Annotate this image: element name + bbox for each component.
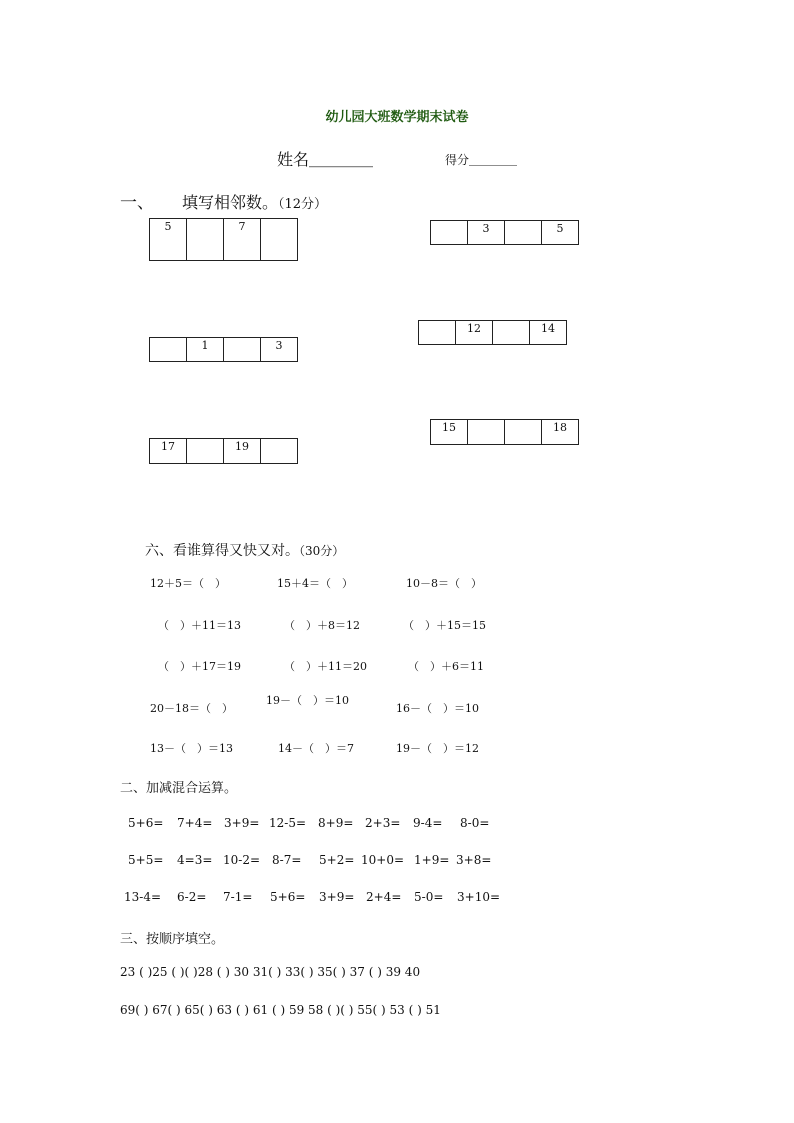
number-cell bbox=[493, 320, 530, 345]
number-cell bbox=[419, 320, 456, 345]
section-1-points: （12分） bbox=[278, 197, 328, 212]
mixed-calc: 12-5= bbox=[269, 816, 307, 830]
calc-problem: 20－18＝（ ） bbox=[150, 702, 233, 715]
mixed-calc: 8-7= bbox=[272, 853, 302, 867]
mixed-calc: 8+9= bbox=[318, 816, 354, 830]
number-cell: 17 bbox=[150, 438, 187, 464]
calc-problem: （ ）＋8＝12 bbox=[284, 619, 360, 632]
neighbor-box-row bbox=[430, 220, 579, 245]
number-cell: 3 bbox=[261, 337, 298, 362]
number-cell bbox=[505, 419, 542, 445]
section-6-points: （30分） bbox=[299, 544, 345, 558]
calc-problem: （ ）＋11＝13 bbox=[158, 619, 241, 632]
calc-problem: 16－（ ）＝10 bbox=[396, 702, 479, 715]
neighbor-box-row bbox=[149, 438, 298, 464]
calc-problem: （ ）＋11＝20 bbox=[284, 660, 367, 673]
calc-problem: 15＋4＝（ ） bbox=[277, 577, 353, 590]
number-cell bbox=[468, 419, 505, 445]
neighbor-box-row bbox=[149, 218, 298, 261]
mixed-calc: 5+6= bbox=[270, 890, 306, 904]
mixed-calc: 8-0= bbox=[460, 816, 490, 830]
sequence-row: 69( ) 67( ) 65( ) 63 ( ) 61 ( ) 59 58 ( )( ) 55( ) 53 ( ) 51 bbox=[120, 1003, 441, 1017]
mixed-calc: 6-2= bbox=[177, 890, 207, 904]
number-cell: 3 bbox=[468, 220, 505, 245]
mixed-calc: 3+8= bbox=[456, 853, 492, 867]
number-cell bbox=[187, 218, 224, 261]
number-cell bbox=[261, 438, 298, 464]
mixed-calc: 13-4= bbox=[124, 890, 162, 904]
number-cell bbox=[505, 220, 542, 245]
number-cell bbox=[187, 438, 224, 464]
mixed-calc: 3+9= bbox=[224, 816, 260, 830]
mixed-calc: 2+4= bbox=[366, 890, 402, 904]
mixed-calc: 5+5= bbox=[128, 853, 164, 867]
number-cell: 5 bbox=[150, 218, 187, 261]
number-cell: 18 bbox=[542, 419, 579, 445]
mixed-calc: 3+10= bbox=[457, 890, 501, 904]
number-cell bbox=[150, 337, 187, 362]
mixed-calc: 2+3= bbox=[365, 816, 401, 830]
calc-problem: 19－（ ）＝10 bbox=[266, 694, 349, 707]
mixed-calc: 1+9= bbox=[414, 853, 450, 867]
neighbor-box-row bbox=[430, 419, 579, 445]
section-1-title: 填写相邻数。 bbox=[182, 193, 279, 212]
section-2-heading: 二、加减混合运算。 bbox=[120, 781, 238, 796]
section-1-heading bbox=[120, 188, 327, 213]
mixed-calc: 5-0= bbox=[414, 890, 444, 904]
mixed-calc: 10+0= bbox=[361, 853, 405, 867]
calc-problem: （ ）＋15＝15 bbox=[403, 619, 486, 632]
number-cell bbox=[224, 337, 261, 362]
number-cell bbox=[431, 220, 468, 245]
calc-problem: 19－（ ）＝12 bbox=[396, 742, 479, 755]
sequence-row: 23 ( )25 ( )( )28 ( ) 30 31( ) 33( ) 35( ) 37 ( ) 39 40 bbox=[120, 965, 421, 979]
mixed-calc: 10-2= bbox=[223, 853, 261, 867]
number-cell: 12 bbox=[456, 320, 493, 345]
page-title: 幼儿园大班数学期末试卷 bbox=[325, 110, 469, 125]
section-6-heading bbox=[145, 540, 344, 560]
mixed-calc: 9-4= bbox=[413, 816, 443, 830]
number-cell: 14 bbox=[530, 320, 567, 345]
calc-problem: 10－8＝（ ） bbox=[406, 577, 482, 590]
calc-problem: （ ）＋6＝11 bbox=[408, 660, 484, 673]
calc-problem: （ ）＋17＝19 bbox=[158, 660, 241, 673]
mixed-calc: 7-1= bbox=[223, 890, 253, 904]
number-cell: 5 bbox=[542, 220, 579, 245]
calc-problem: 14－（ ）＝7 bbox=[278, 742, 354, 755]
number-cell: 7 bbox=[224, 218, 261, 261]
number-cell: 15 bbox=[431, 419, 468, 445]
name-field-label: 姓名＿＿＿＿ bbox=[277, 150, 374, 169]
number-cell: 19 bbox=[224, 438, 261, 464]
neighbor-box-row bbox=[418, 320, 567, 345]
mixed-calc: 5+6= bbox=[128, 816, 164, 830]
calc-problem: 12＋5＝（ ） bbox=[150, 577, 226, 590]
score-field-label: 得分＿＿＿＿ bbox=[445, 153, 518, 167]
section-1-number: 一、 bbox=[120, 193, 154, 213]
mixed-calc: 4=3= bbox=[177, 853, 213, 867]
mixed-calc: 7+4= bbox=[177, 816, 213, 830]
neighbor-box-row bbox=[149, 337, 298, 362]
number-cell: 1 bbox=[187, 337, 224, 362]
mixed-calc: 5+2= bbox=[319, 853, 355, 867]
section-6-title: 六、看谁算得又快又对。 bbox=[145, 543, 299, 559]
section-3-heading: 三、按顺序填空。 bbox=[120, 932, 225, 947]
number-cell bbox=[261, 218, 298, 261]
mixed-calc: 3+9= bbox=[319, 890, 355, 904]
calc-problem: 13－（ ）＝13 bbox=[150, 742, 233, 755]
